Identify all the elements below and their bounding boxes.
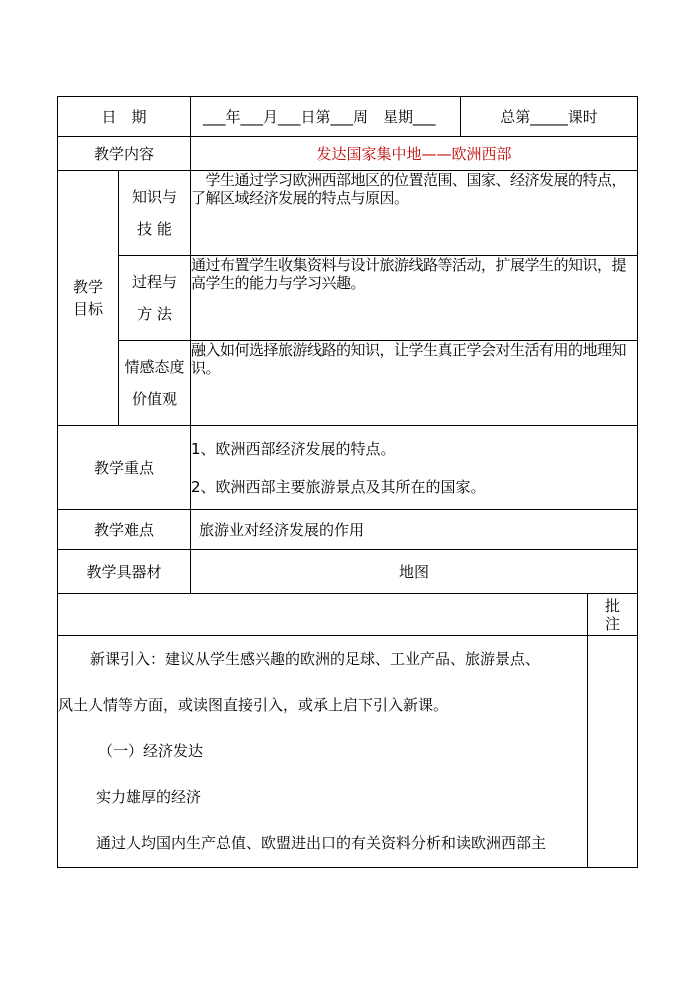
goal-attitude-label: 情感态度 价值观 <box>119 341 191 426</box>
goal-knowledge-label: 知识与 技 能 <box>119 171 191 256</box>
date-line: ___年___月___日第___周 星期___ <box>191 97 461 137</box>
lesson-title: 发达国家集中地——欧洲西部 <box>191 137 638 171</box>
notes-spacer <box>58 594 588 636</box>
goals-label: 教学目标 <box>58 171 119 426</box>
key-points-list <box>191 426 638 510</box>
goal-process-label: 过程与 方 法 <box>119 256 191 341</box>
key-point-item: 1、欧洲西部经济发展的特点。 <box>191 439 396 458</box>
lesson-body <box>58 636 588 868</box>
goal-attitude-text: 融入如何选择旅游线路的知识，让学生真正学会对生活有用的地理知识。 <box>191 341 638 426</box>
lesson-plan-table <box>57 96 638 868</box>
subsection-heading: 实力雄厚的经济 <box>96 788 202 806</box>
total-lesson-count: 总第_____课时 <box>461 97 638 137</box>
body-paragraph: 通过人均国内生产总值、欧盟进出口的有关资料分析和读欧洲西部主 <box>96 834 547 852</box>
key-point-item: 2、欧洲西部主要旅游景点及其所在的国家。 <box>191 477 486 496</box>
notes-column <box>588 636 638 868</box>
intro-paragraph-line2: 风土人情等方面，或读图直接引入，或承上启下引入新课。 <box>58 696 449 714</box>
goal-knowledge-text: 学生通过学习欧洲西部地区的位置范围、国家、经济发展的特点，了解区域经济发展的特点与原因。 <box>191 171 638 256</box>
tools-label: 教学具器材 <box>58 550 191 594</box>
notes-label: 批 注 <box>588 594 638 636</box>
intro-paragraph-line1: 新课引入：建议从学生感兴趣的欧洲的足球、工业产品、旅游景点、 <box>90 650 541 668</box>
section-heading: （一）经济发达 <box>98 742 204 760</box>
goal-process-text: 通过布置学生收集资料与设计旅游线路等活动，扩展学生的知识，提高学生的能力与学习兴趣。 <box>191 256 638 341</box>
tools-text: 地图 <box>191 550 638 594</box>
difficulty-label: 教学难点 <box>58 510 191 550</box>
date-label: 日 期 <box>58 97 191 137</box>
content-label: 教学内容 <box>58 137 191 171</box>
difficulty-text: 旅游业对经济发展的作用 <box>191 510 638 550</box>
key-points-label: 教学重点 <box>58 426 191 510</box>
